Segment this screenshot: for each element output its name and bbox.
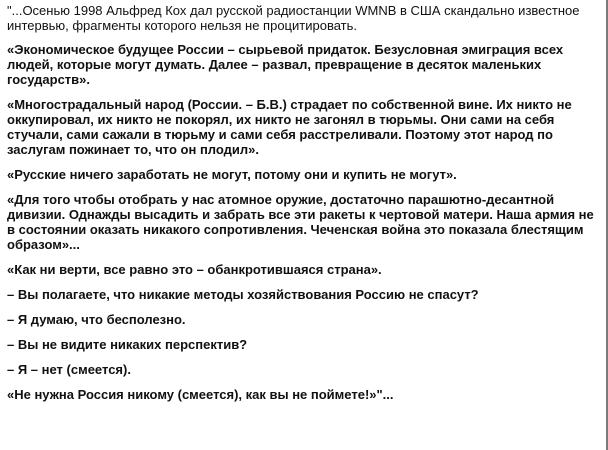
quote-paragraph-5: «Как ни верти, все равно это – обанкротившаяся страна». — [7, 262, 382, 277]
quote-paragraph-3: «Русские ничего заработать не могут, потому они и купить не могут». — [7, 167, 457, 182]
dialogue-question-1: – Вы полагаете, что никакие методы хозяйствования Россию не спасут? — [7, 287, 479, 302]
intro-text: "...Осенью 1998 Альфред Кох дал русской радиостанции WMNB в США скандально известное интервью, фрагменты которого нельзя не процитировать. — [7, 3, 580, 33]
quote-paragraph-2: «Многострадальный народ (России. – Б.В.) страдает по собственной вине. Их никто не оккупировал, их никто не покорял, их никто не загонял в тюрьмы. Они сами на себя стучали, сами сажали в тюрьму и сами себя расстреливали. Поэтому этот народ по заслугам пожинает то, что он плодил». — [7, 97, 572, 157]
dialogue-question-2: – Вы не видите никаких перспектив? — [7, 337, 248, 352]
closing-quote: «Не нужна Россия никому (смеется), как вы не поймете!»"... — [7, 387, 394, 402]
quote-paragraph-4: «Для того чтобы отобрать у нас атомное оружие, достаточно парашютно-десантной дивизии. Однажды высадить и забрать все эти ракеты к чертовой матери. Наша армия не в состоянии оказать никакого сопротивления. Чеченская война это показала блестящим образом»... — [7, 192, 594, 252]
dialogue-answer-2: – Я – нет (смеется). — [7, 362, 131, 377]
quote-paragraph-1: «Экономическое будущее России – сырьевой придаток. Безусловная эмиграция всех людей, которые могут думать. Далее – развал, превращение в десяток маленьких государств». — [7, 42, 564, 87]
dialogue-answer-1: – Я думаю, что бесполезно. — [7, 312, 186, 327]
